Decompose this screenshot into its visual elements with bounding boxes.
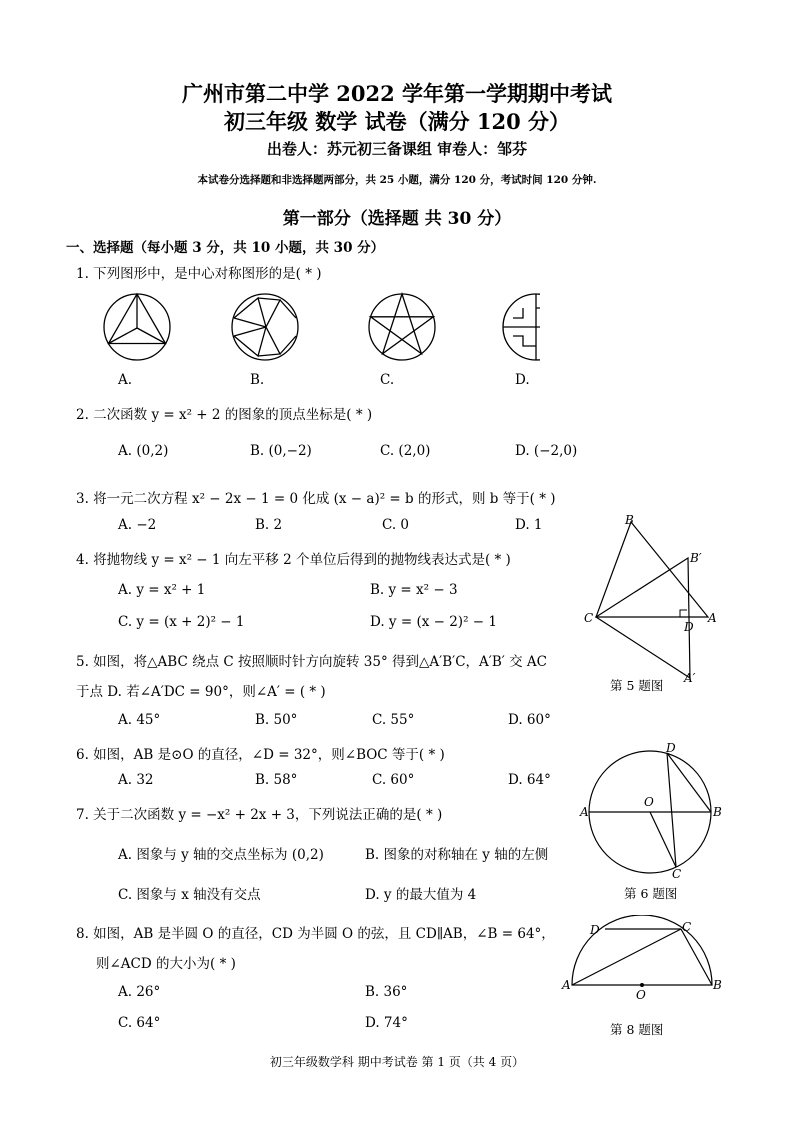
q8-caption: 第 8 题图 [610,1022,664,1037]
part-heading: 一、选择题（每小题 3 分，共 10 小题，共 30 分） [66,240,385,256]
q6-figure [578,740,728,880]
q5-label-c: C [584,611,594,625]
q6-option-b: B. 58° [255,772,298,788]
q2-option-d: D. (−2,0) [515,443,578,459]
exam-authors: 出卷人：苏元初三备课组 审卷人：邹芬 [266,140,528,158]
q3-stem: 3. 将一元二次方程 x² − 2x − 1 = 0 化成 (x − a)² = b 的形式，则 b 等于( * ) [76,491,556,507]
q8-label-b: B [713,978,722,992]
q6-label-c: C [672,867,682,880]
q2-stem: 2. 二次函数 y = x² + 2 的图象的顶点坐标是( * ) [76,407,373,423]
q1-option-d: D. [515,372,530,388]
q8-label-a: A [562,978,571,992]
q1-figure-c [369,294,435,360]
exam-notice: 本试卷分选择题和非选择题两部分，共 25 小题，满分 120 分，考试时间 120 分钟. [197,174,597,186]
q4-stem: 4. 将抛物线 y = x² − 1 向左平移 2 个单位后得到的抛物线表达式是( * ) [76,552,511,568]
q1-option-a: A. [118,372,133,388]
q8-center-point [640,983,644,987]
q7-stem: 7. 关于二次函数 y = −x² + 2x + 3，下列说法正确的是( * ) [76,807,443,823]
q4-option-d: D. y = (x − 2)² − 1 [370,614,497,630]
q1-figure-b [232,294,298,360]
q6-caption: 第 6 题图 [624,886,678,901]
q6-label-b: B [713,805,722,819]
q1-option-b: B. [250,372,265,388]
q5-caption: 第 5 题图 [610,678,664,693]
q7-option-c: C. 图象与 x 轴没有交点 [118,887,261,903]
q8-option-d: D. 74° [365,1015,408,1031]
q5-stem-line1: 5. 如图，将△ABC 绕点 C 按照顺时针方向旋转 35° 得到△A′B′C，A′B′ 交 AC [76,654,547,670]
q5-label-a-prime: A′ [684,671,696,685]
q5-label-b: B [625,513,634,527]
q6-option-c: C. 60° [372,772,415,788]
q8-label-c: C [682,920,692,934]
q3-option-c: C. 0 [382,517,410,533]
q5-option-d: D. 60° [508,712,551,728]
q1-option-c: C. [380,372,395,388]
q6-stem: 6. 如图，AB 是⊙O 的直径，∠D = 32°，则∠BOC 等于( * ) [76,747,445,763]
q5-label-b-prime: B′ [690,551,702,565]
q8-line-cb [681,929,712,985]
q1-figure-a [104,294,170,360]
section-title: 第一部分（选择题 共 30 分） [282,209,512,229]
q8-label-d: D [590,923,600,937]
exam-title: 广州市第二中学 2022 学年第一学期期中考试 [181,81,613,106]
q2-option-b: B. (0,−2) [250,443,312,459]
q6-option-d: D. 64° [508,772,551,788]
q6-label-a: A [580,805,589,819]
q5-right-angle-mark [680,610,687,617]
q2-option-c: C. (2,0) [380,443,431,459]
q7-option-b: B. 图象的对称轴在 y 轴的左侧 [365,847,549,863]
q1-figures [100,290,540,364]
q5-figure [580,510,720,685]
q2-option-a: A. (0,2) [118,443,169,459]
q4-option-b: B. y = x² − 3 [370,582,458,598]
q5-option-a: A. 45° [118,712,161,728]
q5-triangle-abc [596,522,708,617]
q6-label-d: D [666,741,676,755]
q4-option-a: A. y = x² + 1 [118,582,206,598]
q5-stem-line2: 于点 D. 若∠A′DC = 90°，则∠A′ = ( * ) [76,684,326,700]
q5-label-d: D [684,620,694,634]
q8-option-c: C. 64° [118,1015,161,1031]
q1-stem: 1. 下列图形中，是中心对称图形的是( * ) [76,266,322,282]
q8-figure [560,915,730,1000]
q8-option-a: A. 26° [118,984,161,1000]
q6-label-o: O [644,795,654,809]
q5-triangle-abc-prime [596,558,690,678]
q3-option-a: A. −2 [118,517,157,533]
q4-option-c: C. y = (x + 2)² − 1 [118,614,245,630]
page-footer: 初三年级数学科 期中考试卷 第 1 页（共 4 页） [269,1055,525,1069]
q5-label-a: A [708,611,717,625]
q7-option-a: A. 图象与 y 轴的交点坐标为 (0,2) [118,847,324,863]
q8-label-o: O [636,988,646,1000]
q5-option-b: B. 50° [255,712,298,728]
q6-option-a: A. 32 [118,772,154,788]
q8-stem-line1: 8. 如图，AB 是半圆 O 的直径，CD 为半圆 O 的弦，且 CD∥AB，∠B = 64°， [76,926,555,942]
exam-subtitle: 初三年级 数学 试卷（满分 120 分） [223,109,571,134]
q8-line-ac [572,929,681,985]
q7-option-d: D. y 的最大值为 4 [365,887,477,903]
q5-option-c: C. 55° [372,712,415,728]
q8-option-b: B. 36° [365,984,408,1000]
q8-stem-line2: 则∠ACD 的大小为( * ) [96,956,236,972]
q3-option-b: B. 2 [255,517,283,533]
q1-figure-d [503,294,540,360]
q3-option-d: D. 1 [515,517,543,533]
